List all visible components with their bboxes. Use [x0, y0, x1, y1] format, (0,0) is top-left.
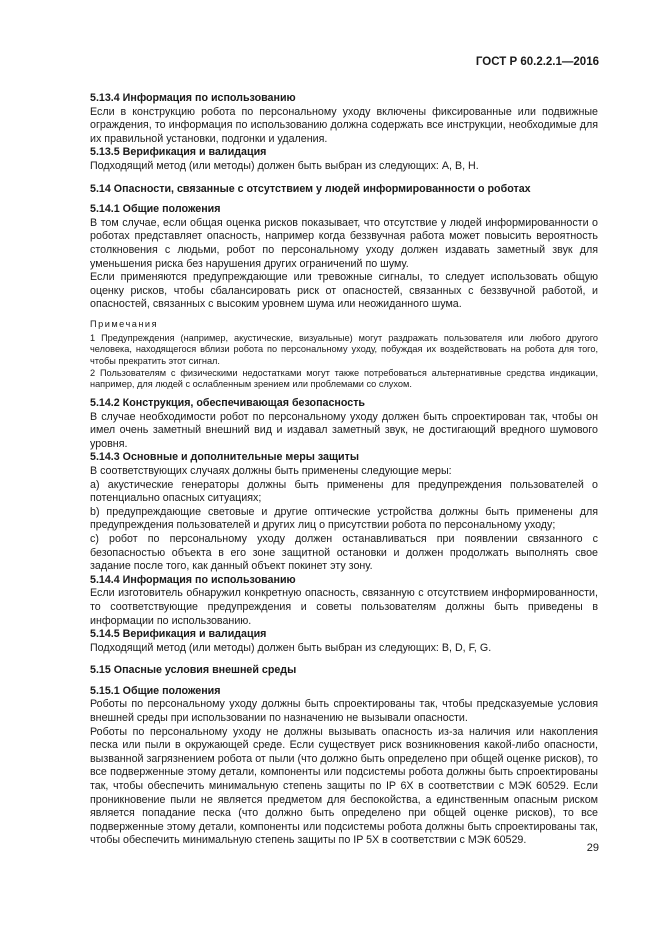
paragraph: Роботы по персональному уходу не должны вызывать опасность из-за наличия или накопления песка или пыли в окружающей среде. Если существует риск возникновения какой-либо опасности, вызванной загрязнением робота от пыли (что должно быть определено при общей оценке рисков), то все подверженные этому детали, компоненты или подсистемы робота должны быть спроектированы так, чтобы обеспечить минимальную степень защиты по IP 6X в соответствии с МЭК 60529. Если проникновение пыли не является предметом для беспокойства, а единственным опасным риском является попадание песка (что должно быть определено при общей оценке рисков), то все подверженные этому детали, компоненты или подсистемы робота должны быть спроектированы так, чтобы обеспечить минимальную степень защиты по IP 5X в соответствии с МЭК 60529.: [90, 725, 598, 847]
heading-5-14-1: 5.14.1 Общие положения: [90, 203, 221, 216]
paragraph: Если применяются предупреждающие или тревожные сигналы, то следует использовать общую оценку рисков, чтобы сбалансировать риск от опасностей, связанных с беззвучной работой, и опасностей, связанных с высоким уровнем шума или неожиданного шума.: [90, 271, 598, 311]
list-item: b) предупреждающие световые и другие оптические устройства должны быть применены для предупреждения пользователей и других лиц о присутствии робота по персональному уходу;: [90, 505, 598, 532]
list-item: a) акустические генераторы должны быть применены для предупреждения пользователей о потенциально опасных ситуациях;: [90, 478, 598, 505]
page-number: 29: [586, 842, 599, 854]
list-item: c) робот по персональному уходу должен останавливаться при появлении связанного с безопасностью объекта в его зоне защитной остановки и должен продолжать выполнять свое задание после того, как данный объект покинет эту зону.: [90, 532, 598, 573]
paragraph: В соответствующих случаях должны быть применены следующие меры:: [90, 464, 452, 477]
heading-5-15-1: 5.15.1 Общие положения: [90, 684, 221, 697]
paragraph: Подходящий метод (или методы) должен быть выбран из следующих: A, B, H.: [90, 159, 479, 172]
paragraph: Подходящий метод (или методы) должен быть выбран из следующих: B, D, F, G.: [90, 641, 492, 654]
heading-5-13-5: 5.13.5 Верификация и валидация: [90, 146, 267, 159]
heading-5-15: 5.15 Опасные условия внешней среды: [90, 664, 297, 677]
paragraph: В случае необходимости робот по персональному уходу должен быть спроектирован так, чтобы он имел очень заметный внешний вид и издавал заметный звук, не достигающий вредного шумового уровня.: [90, 410, 598, 450]
paragraph: Если изготовитель обнаружил конкретную опасность, связанную с отсутствием информированности, то соответствующие предупреждения и советы пользователям должны быть приведены в информации по использованию.: [90, 587, 598, 627]
notes-title: Примечания: [90, 318, 159, 329]
document-id: ГОСТ Р 60.2.2.1—2016: [475, 56, 599, 68]
document-body: [90, 92, 598, 848]
heading-5-13-4: 5.13.4 Информация по использованию: [90, 92, 296, 104]
note: 1 Предупреждения (например, акустические, визуальные) могут раздражать пользователя или любого другого человека, находящегося вблизи робота по персональному уходу, побуждая их воздействовать на робота для того, чтобы прекратить этот сигнал.: [90, 332, 598, 366]
paragraph: Роботы по персональному уходу должны быть спроектированы так, чтобы предсказуемые условия внешней среды при использовании по назначению не вызывали опасности.: [90, 698, 598, 725]
heading-5-14-5: 5.14.5 Верификация и валидация: [90, 628, 267, 641]
paragraph: Если в конструкцию робота по персональному уходу включены фиксированные или подвижные ограждения, то информация по использованию должна содержать все инструкции, необходимые для их правильной установки, подгонки и удаления.: [90, 105, 598, 145]
heading-5-14-3: 5.14.3 Основные и дополнительные меры защиты: [90, 451, 359, 464]
heading-5-14: 5.14 Опасности, связанные с отсутствием у людей информированности о роботах: [90, 182, 531, 195]
heading-5-14-4: 5.14.4 Информация по использованию: [90, 573, 296, 586]
paragraph: В том случае, если общая оценка рисков показывает, что отсутствие у людей информированности о роботах представляет опасность, например когда беззвучная работа может повысить вероятность столкновения с людьми, робот по персональному уходу должен издавать заметный звук для уменьшения риска без нарушения других ограничений по шуму.: [90, 216, 598, 270]
heading-5-14-2: 5.14.2 Конструкция, обеспечивающая безопасность: [90, 397, 365, 410]
note: 2 Пользователям с физическими недостатками могут также потребоваться альтернативные средства индикации, например, для людей с ослабленным зрением или проблемами со слухом.: [90, 367, 598, 390]
